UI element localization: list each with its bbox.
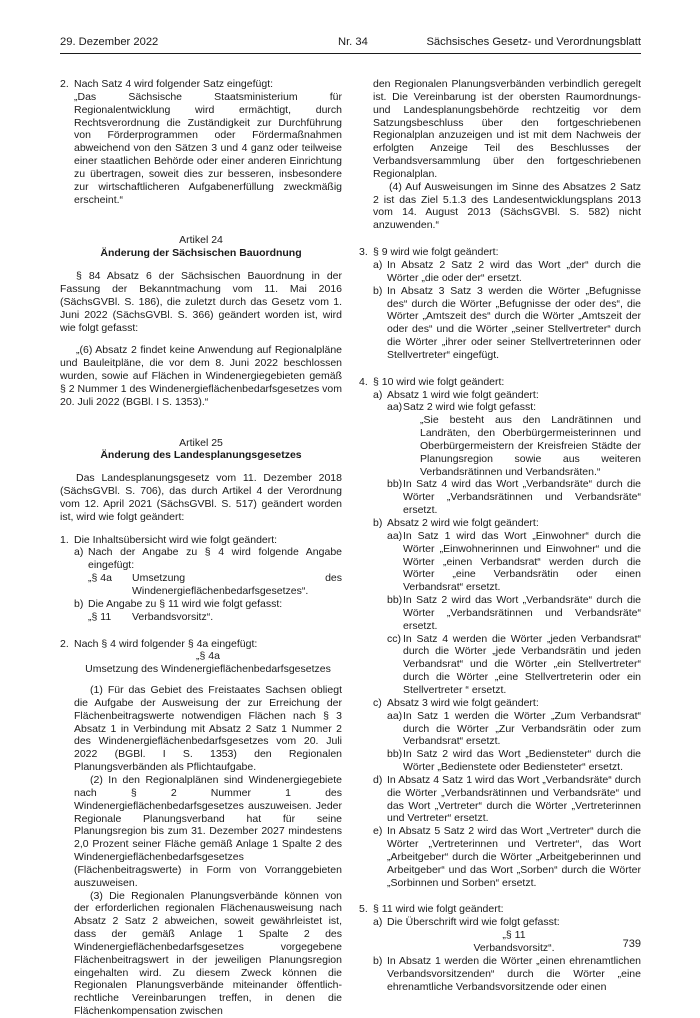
list-item: d) In Absatz 4 Satz 1 wird das Wort „Verbandsräte“ durch die Wörter „Verbandsrätinnen und Verbandsräte“ und das Wort „Vertreter“ durch die Wörter „Vertreterinnen und Vertreter“ ersetzt.: [373, 773, 641, 825]
paragraph: „(6) Absatz 2 findet keine Anwendung auf Regionalpläne und Bauleitpläne, die vor dem 8. Juni 2022 beschlossen wurden, sowie auf Flächen in Windenergiegebieten gemäß § 2 Nummer 1 des Windenergieflächenbedarfsgesetzes vom 20. Juli 2022 (BGBl. I S. 1353).“: [60, 344, 342, 408]
list-item: c) Absatz 3 wird wie folgt geändert:: [373, 696, 539, 709]
list-item: b) Die Angabe zu § 11 wird wie folgt gefasst: „§ 11 Verbandsvorsitz“.: [74, 597, 283, 623]
list-item: a) Absatz 1 wird wie folgt geändert:: [373, 388, 539, 401]
list-item: aa) Satz 2 wird wie folgt gefasst:: [387, 401, 537, 414]
header-publication: Sächsisches Gesetz- und Verordnungsblatt: [426, 36, 641, 48]
list-item: b) Absatz 2 wird wie folgt geändert:: [373, 517, 539, 529]
list-item: 5. § 11 wird wie folgt geändert:: [359, 903, 504, 916]
list-item: bb) In Satz 2 wird das Wort „Bediensteter“ durch die Wörter „Bedienstete oder Bediensteter“ ersetzt.: [387, 748, 641, 774]
right-column: [359, 78, 641, 993]
list-item: a) Die Überschrift wird wie folgt gefasst: „§ 11 Verbandsvorsitz“.: [373, 916, 560, 954]
article-24-title: Änderung der Sächsischen Bauordnung: [100, 247, 302, 260]
list-item: a) Nach der Angabe zu § 4 wird folgende Angabe eingefügt: „§ 4a Umsetzung des Windenergieflächenbedarfsgesetzes“.: [74, 546, 342, 597]
list-item: bb) In Satz 2 wird das Wort „Verbandsräte“ durch die Wörter „Verbandsrätinnen und Verbandsräte“ ersetzt.: [387, 594, 641, 632]
list-item: 1. Die Inhaltsübersicht wird wie folgt geändert:: [60, 533, 278, 546]
list-item: 2. Nach § 4 wird folgender § 4a eingefügt: „§ 4a Umsetzung des Windenergieflächenbedarfsgesetzes (1) Für das Gebiet des Freistaates Sachsen obliegt die Aufgabe der Ausweisung der zur Erreichung der Flächenbeitragswerte notwendigen Flächen nach § 3 Absatz 1 in Verbindung mit Absatz 2 Satz 1 Nummer 2 des Windenergieflächenbedarfsgesetzes vom 20. Juli 2022 (BGBl. I S. 1353) den Regionalen Planungsverbänden als Pflichtaufgabe. (2) In den Regionalplänen sind Windenergiegebiete nach § 2 Nummer 1 des Windenergieflächenbedarfsgesetzes auszuweisen. Jeder Regionale Planungsverband hat für seine Planungsregion bis zum 31. Dezember 2027 mindestens 2,0 Prozent seiner Fläche gemäß Anlage 1 Spalte 2 des Windenergieflächenbedarfsgesetzes (Flächenbeitragswerte) in Form von Vorranggebieten auszuweisen. (3) Die Regionalen Planungsverbände können von der erforderlichen regionalen Flächenausweisung nach Absatz 2 Satz 2 abweichen, soweit gewährleistet ist, dass der gemäß Anlage 1 Spalte 2 des Windenergieflächenbedarfsgesetzes vorgegebene Flächenbeitragswert in der jeweiligen Planungsregion eingehalten wird. Zu diesem Zweck können die Regionalen Planungsverbände miteinander öffentlich-rechtliche Vereinbarungen treffen, in denen die Flächenkompensation zwischen: [60, 637, 342, 1018]
list-item: 4. § 10 wird wie folgt geändert:: [359, 375, 505, 388]
list-item: e) In Absatz 5 Satz 2 wird das Wort „Vertreter“ durch die Wörter „Vertreterinnen und Vertreter“, das Wort „Arbeitgeber“ durch die Wörter „Arbeitgeberinnen und Arbeitgeber“ und das Wort „Sorben“ durch die Wörter „Sorbinnen und Sorben“ ersetzt.: [373, 825, 641, 889]
paragraph: (1) Für das Gebiet des Freistaates Sachsen obliegt die Aufgabe der Ausweisung der zur Erreichung der Flächenbeitragswerte notwendigen Flächen nach § 3 Absatz 1 in Verbindung mit Absatz 2 Satz 1 Nummer 2 des Windenergieflächenbedarfsgesetzes vom 20. Juli 2022 (BGBl. I S. 1353) den Regionalen Planungsverbänden als Pflichtaufgabe.: [74, 684, 342, 774]
paragraph: (3) Die Regionalen Planungsverbände können von der erforderlichen regionalen Flächenausweisung nach Absatz 2 Satz 2 abweichen, soweit gewährleistet ist, dass der gemäß Anlage 1 Spalte 2 des Windenergieflächenbedarfsgesetzes vorgegebene Flächenbeitragswert in der jeweiligen Planungsregion eingehalten wird. Zu diesem Zweck können die Regionalen Planungsverbände miteinander öffentlich-rechtliche Vereinbarungen treffen, in denen die Flächenkompensation zwischen: [74, 889, 342, 1018]
paragraph: den Regionalen Planungsverbänden verbindlich geregelt ist. Die Vereinbarung ist der obersten Raumordnungs- und Landesplanungsbehörde rechtzeitig vor dem Satzungsbeschluss über den fortgeschriebenen Regionalplan anzuzeigen und ist mit dem Nachweis der erfolgten Anzeige Teil des Beschlusses der Verbandsversammlung über den fortgeschriebenen Regionalplan.: [373, 78, 641, 180]
paragraph: § 84 Absatz 6 der Sächsischen Bauordnung in der Fassung der Bekanntmachung vom 11. Mai 2016 (SächsGVBl. S. 186), die zuletzt durch das Gesetz vom 1. Juni 2022 (SächsGVBl. S. 366) geändert worden ist, wird wie folgt gefasst:: [60, 270, 342, 334]
running-header: [60, 36, 641, 52]
header-rule: [60, 53, 641, 54]
quote: „Sie besteht aus den Landrätinnen und Landräten, den Oberbürgermeisterinnen und Oberbürgermeistern der Kreisfreien Städte der Planungsregion sowie aus weiteren Verbandsrätinnen und Verbandsräten.“: [420, 414, 641, 478]
header-issue: Nr. 34: [338, 36, 368, 48]
page-number: 739: [622, 938, 641, 950]
paragraph: (2) In den Regionalplänen sind Windenergiegebiete nach § 2 Nummer 1 des Windenergieflächenbedarfsgesetzes auszuweisen. Jeder Regionale Planungsverband hat für seine Planungsregion bis zum 31. Dezember 2027 mindestens 2,0 Prozent seiner Fläche gemäß Anlage 1 Spalte 2 des Windenergieflächenbedarfsgesetzes (Flächenbeitragswerte) in Form von Vorranggebieten auszuweisen.: [74, 773, 342, 889]
header-date: 29. Dezember 2022: [60, 36, 159, 48]
list-item: 2. Nach Satz 4 wird folgender Satz eingefügt: „Das Sächsische Staatsministerium für Regionalentwicklung wird ermächtigt, durch Rechtsverordnung die Zuständigkeit zur Durchführung von Förderprogrammen oder Fördermaßnahmen abweichend von den Sätzen 3 und 4 ganz oder teilweise einer staatlichen Behörde oder einer anderen Einrichtung zu übertragen, soweit dies zur besseren, insbesondere zur wirtschaftlicheren Aufgabenerfüllung zweckmäßig erscheint.“: [60, 78, 342, 206]
article-24-number: Artikel 24: [179, 234, 223, 247]
list-item: 3. § 9 wird wie folgt geändert:: [359, 246, 499, 259]
left-column: [60, 78, 342, 1018]
list-item: b) In Absatz 3 Satz 3 werden die Wörter „Befugnisse des“ durch die Wörter „Befugnisse der oder des“, die Wörter „Amtszeit des“ durch die Wörter „Amtszeit der oder des“ und die Wörter „seiner Stellvertreter“ durch die Wörter „ihrer oder seiner Stellvertreterinnen oder Stellvertreter“ eingefügt.: [373, 284, 641, 361]
article-25-number: Artikel 25: [179, 436, 223, 449]
paragraph: Das Landesplanungsgesetz vom 11. Dezember 2018 (SächsGVBl. S. 706), das durch Artikel 4 der Verordnung vom 12. April 2021 (SächsGVBl. S. 517) geändert worden ist, wird wie folgt geändert:: [60, 472, 342, 523]
list-item: bb) In Satz 4 wird das Wort „Verbandsräte“ durch die Wörter „Verbandsrätinnen und Verbandsräte“ ersetzt.: [387, 478, 641, 517]
list-item: cc) In Satz 4 werden die Wörter „jeden Verbandsrat“ durch die Wörter „jede Verbandsrätin und jeden Verbandsrat“ und die Wörter „ein Stellvertreter“ durch die Wörter „eine Stellvertreterin oder ein Stellvertreter “ ersetzt.: [387, 632, 641, 696]
paragraph: (4) Auf Ausweisungen im Sinne des Absatzes 2 Satz 2 ist das Ziel 5.1.3 des Landesentwicklungsplans 2013 vom 14. August 2013 (SächsGVBl. S. 582) nicht anzuwenden.“: [373, 180, 641, 232]
list-item: b) In Absatz 1 werden die Wörter „einen ehrenamtlichen Verbandsvorsitzenden“ durch die Wörter „eine ehrenamtliche Verbandsvorsitzende oder einen: [373, 954, 641, 993]
list-item: aa) In Satz 1 wird das Wort „Einwohner“ durch die Wörter „Einwohnerinnen und Einwohner“ und die Wörter „einen Verbandsrat“ werden durch die Wörter „eine Verbandsrätin oder einen Verbandsrat“ ersetzt.: [387, 529, 641, 594]
list-item: a) In Absatz 2 Satz 2 wird das Wort „der“ durch die Wörter „die oder der“ ersetzt.: [373, 258, 641, 284]
list-item: aa) In Satz 1 werden die Wörter „Zum Verbandsrat“ durch die Wörter „Zur Verbandsrätin oder zum Verbandsrat“ ersetzt.: [387, 709, 641, 748]
article-25-title: Änderung des Landesplanungsgesetzes: [100, 449, 302, 462]
